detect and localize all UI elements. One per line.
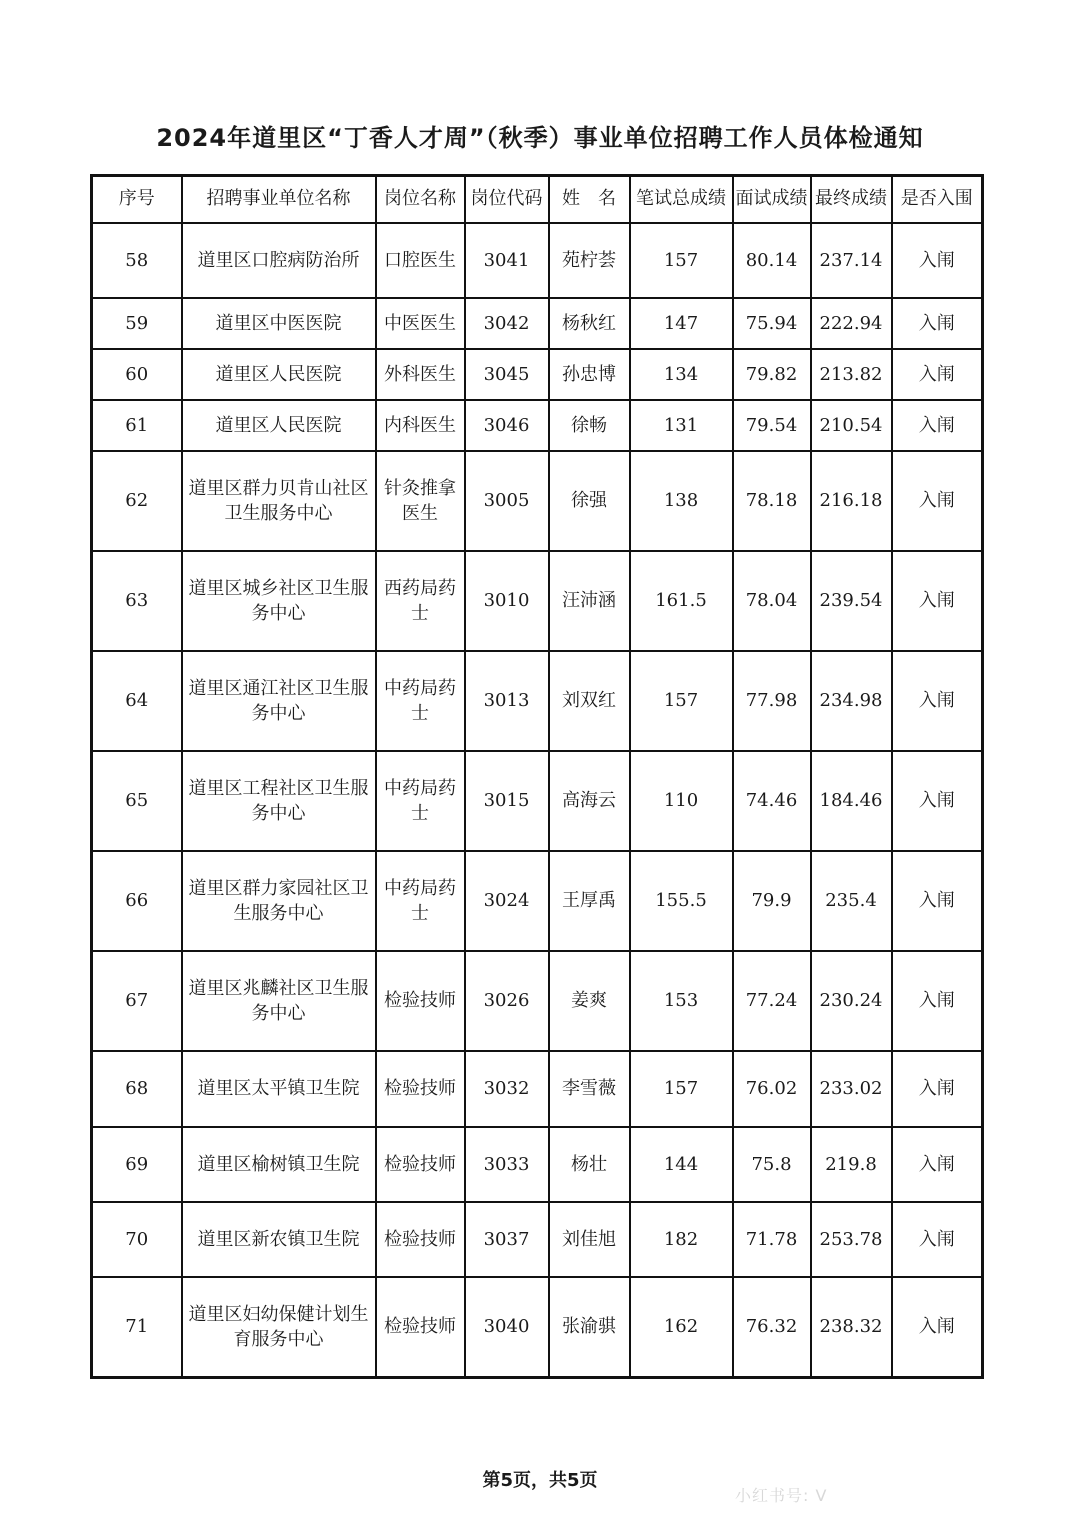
cell-written: 147: [630, 298, 733, 349]
watermark: 小红书号: V: [735, 1486, 828, 1505]
cell-status: 入闱: [892, 651, 983, 751]
cell-interview: 80.14: [733, 223, 811, 298]
cell-seq: 71: [92, 1277, 182, 1378]
table-header-row: [92, 176, 983, 223]
cell-final: 237.14: [811, 223, 892, 298]
cell-code: 3046: [465, 400, 549, 451]
cell-final: 253.78: [811, 1202, 892, 1277]
cell-seq: 60: [92, 349, 182, 400]
cell-written: 182: [630, 1202, 733, 1277]
cell-status: 入闱: [892, 1127, 983, 1202]
cell-unit: 道里区人民医院: [182, 349, 376, 400]
cell-code: 3037: [465, 1202, 549, 1277]
cell-post: 中药局药士: [376, 751, 465, 851]
cell-post: 口腔医生: [376, 223, 465, 298]
cell-seq: 69: [92, 1127, 182, 1202]
cell-written: 157: [630, 1051, 733, 1127]
header-status: 是否入围: [892, 176, 983, 223]
cell-status: 入闱: [892, 851, 983, 951]
cell-name: 刘佳旭: [549, 1202, 630, 1277]
cell-name: 高海云: [549, 751, 630, 851]
cell-unit: 道里区中医医院: [182, 298, 376, 349]
cell-name: 孙忠博: [549, 349, 630, 400]
cell-interview: 79.82: [733, 349, 811, 400]
cell-name: 刘双红: [549, 651, 630, 751]
cell-post: 外科医生: [376, 349, 465, 400]
cell-unit: 道里区群力家园社区卫生服务中心: [182, 851, 376, 951]
cell-interview: 78.18: [733, 451, 811, 551]
cell-written: 162: [630, 1277, 733, 1378]
cell-interview: 74.46: [733, 751, 811, 851]
cell-unit: 道里区妇幼保健计划生育服务中心: [182, 1277, 376, 1378]
cell-written: 155.5: [630, 851, 733, 951]
table-row: [92, 400, 983, 451]
cell-seq: 65: [92, 751, 182, 851]
cell-post: 中药局药士: [376, 851, 465, 951]
cell-written: 144: [630, 1127, 733, 1202]
cell-code: 3026: [465, 951, 549, 1051]
cell-interview: 76.02: [733, 1051, 811, 1127]
cell-seq: 64: [92, 651, 182, 751]
page-footer: 第5页，共5页: [482, 1470, 598, 1491]
cell-post: 检验技师: [376, 1051, 465, 1127]
cell-name: 汪沛涵: [549, 551, 630, 651]
table-row: [92, 951, 983, 1051]
cell-seq: 61: [92, 400, 182, 451]
cell-unit: 道里区群力贝肯山社区卫生服务中心: [182, 451, 376, 551]
header-unit: 招聘事业单位名称: [182, 176, 376, 223]
cell-name: 徐畅: [549, 400, 630, 451]
cell-interview: 78.04: [733, 551, 811, 651]
table-row: [92, 298, 983, 349]
cell-code: 3040: [465, 1277, 549, 1378]
cell-final: 219.8: [811, 1127, 892, 1202]
cell-written: 153: [630, 951, 733, 1051]
table-row: [92, 551, 983, 651]
cell-code: 3032: [465, 1051, 549, 1127]
cell-code: 3042: [465, 298, 549, 349]
cell-status: 入闱: [892, 349, 983, 400]
cell-name: 张渝骐: [549, 1277, 630, 1378]
cell-status: 入闱: [892, 223, 983, 298]
cell-post: 西药局药士: [376, 551, 465, 651]
cell-final: 184.46: [811, 751, 892, 851]
cell-final: 222.94: [811, 298, 892, 349]
cell-unit: 道里区太平镇卫生院: [182, 1051, 376, 1127]
cell-name: 杨壮: [549, 1127, 630, 1202]
cell-interview: 75.8: [733, 1127, 811, 1202]
cell-final: 210.54: [811, 400, 892, 451]
cell-seq: 66: [92, 851, 182, 951]
cell-interview: 76.32: [733, 1277, 811, 1378]
table-row: [92, 223, 983, 298]
cell-seq: 68: [92, 1051, 182, 1127]
cell-name: 杨秋红: [549, 298, 630, 349]
table-row: [92, 1127, 983, 1202]
cell-interview: 77.98: [733, 651, 811, 751]
cell-name: 苑柠荟: [549, 223, 630, 298]
cell-written: 138: [630, 451, 733, 551]
cell-written: 157: [630, 651, 733, 751]
page-title: 2024年道里区“丁香人才周”（秋季）事业单位招聘工作人员体检通知: [156, 124, 924, 152]
header-post: 岗位名称: [376, 176, 465, 223]
cell-seq: 67: [92, 951, 182, 1051]
cell-name: 姜爽: [549, 951, 630, 1051]
cell-written: 110: [630, 751, 733, 851]
table-row: [92, 1277, 983, 1378]
cell-post: 中药局药士: [376, 651, 465, 751]
cell-interview: 77.24: [733, 951, 811, 1051]
cell-written: 134: [630, 349, 733, 400]
cell-final: 238.32: [811, 1277, 892, 1378]
cell-code: 3005: [465, 451, 549, 551]
table-body: [92, 223, 983, 1378]
cell-post: 内科医生: [376, 400, 465, 451]
cell-unit: 道里区人民医院: [182, 400, 376, 451]
header-final: 最终成绩: [811, 176, 892, 223]
table-row: [92, 349, 983, 400]
cell-code: 3015: [465, 751, 549, 851]
cell-final: 235.4: [811, 851, 892, 951]
header-name: 姓 名: [549, 176, 630, 223]
cell-interview: 71.78: [733, 1202, 811, 1277]
cell-code: 3010: [465, 551, 549, 651]
cell-unit: 道里区工程社区卫生服务中心: [182, 751, 376, 851]
cell-seq: 59: [92, 298, 182, 349]
cell-seq: 62: [92, 451, 182, 551]
cell-final: 230.24: [811, 951, 892, 1051]
cell-name: 王厚禹: [549, 851, 630, 951]
cell-status: 入闱: [892, 400, 983, 451]
cell-post: 检验技师: [376, 1202, 465, 1277]
header-written: 笔试总成绩: [630, 176, 733, 223]
cell-final: 233.02: [811, 1051, 892, 1127]
cell-interview: 79.9: [733, 851, 811, 951]
cell-seq: 58: [92, 223, 182, 298]
cell-status: 入闱: [892, 298, 983, 349]
cell-unit: 道里区口腔病防治所: [182, 223, 376, 298]
cell-code: 3013: [465, 651, 549, 751]
cell-written: 131: [630, 400, 733, 451]
table-row: [92, 1202, 983, 1277]
cell-name: 徐强: [549, 451, 630, 551]
cell-post: 针灸推拿医生: [376, 451, 465, 551]
table-row: [92, 751, 983, 851]
cell-post: 检验技师: [376, 1277, 465, 1378]
table-row: [92, 651, 983, 751]
cell-status: 入闱: [892, 751, 983, 851]
header-interview: 面试成绩: [733, 176, 811, 223]
results-table: [90, 174, 984, 1379]
table-row: [92, 1051, 983, 1127]
cell-status: 入闱: [892, 951, 983, 1051]
header-code: 岗位代码: [465, 176, 549, 223]
cell-status: 入闱: [892, 551, 983, 651]
table-row: [92, 451, 983, 551]
cell-seq: 63: [92, 551, 182, 651]
cell-status: 入闱: [892, 1051, 983, 1127]
cell-code: 3041: [465, 223, 549, 298]
cell-unit: 道里区新农镇卫生院: [182, 1202, 376, 1277]
cell-code: 3024: [465, 851, 549, 951]
cell-unit: 道里区通江社区卫生服务中心: [182, 651, 376, 751]
cell-unit: 道里区兆麟社区卫生服务中心: [182, 951, 376, 1051]
cell-final: 216.18: [811, 451, 892, 551]
cell-status: 入闱: [892, 1202, 983, 1277]
cell-final: 239.54: [811, 551, 892, 651]
cell-written: 157: [630, 223, 733, 298]
cell-post: 检验技师: [376, 1127, 465, 1202]
cell-interview: 75.94: [733, 298, 811, 349]
cell-post: 检验技师: [376, 951, 465, 1051]
cell-code: 3045: [465, 349, 549, 400]
cell-seq: 70: [92, 1202, 182, 1277]
cell-unit: 道里区城乡社区卫生服务中心: [182, 551, 376, 651]
cell-final: 234.98: [811, 651, 892, 751]
table-row: [92, 851, 983, 951]
cell-post: 中医医生: [376, 298, 465, 349]
cell-status: 入闱: [892, 1277, 983, 1378]
cell-final: 213.82: [811, 349, 892, 400]
cell-status: 入闱: [892, 451, 983, 551]
cell-name: 李雪薇: [549, 1051, 630, 1127]
cell-unit: 道里区榆树镇卫生院: [182, 1127, 376, 1202]
cell-interview: 79.54: [733, 400, 811, 451]
cell-code: 3033: [465, 1127, 549, 1202]
header-seq: 序号: [92, 176, 182, 223]
cell-written: 161.5: [630, 551, 733, 651]
